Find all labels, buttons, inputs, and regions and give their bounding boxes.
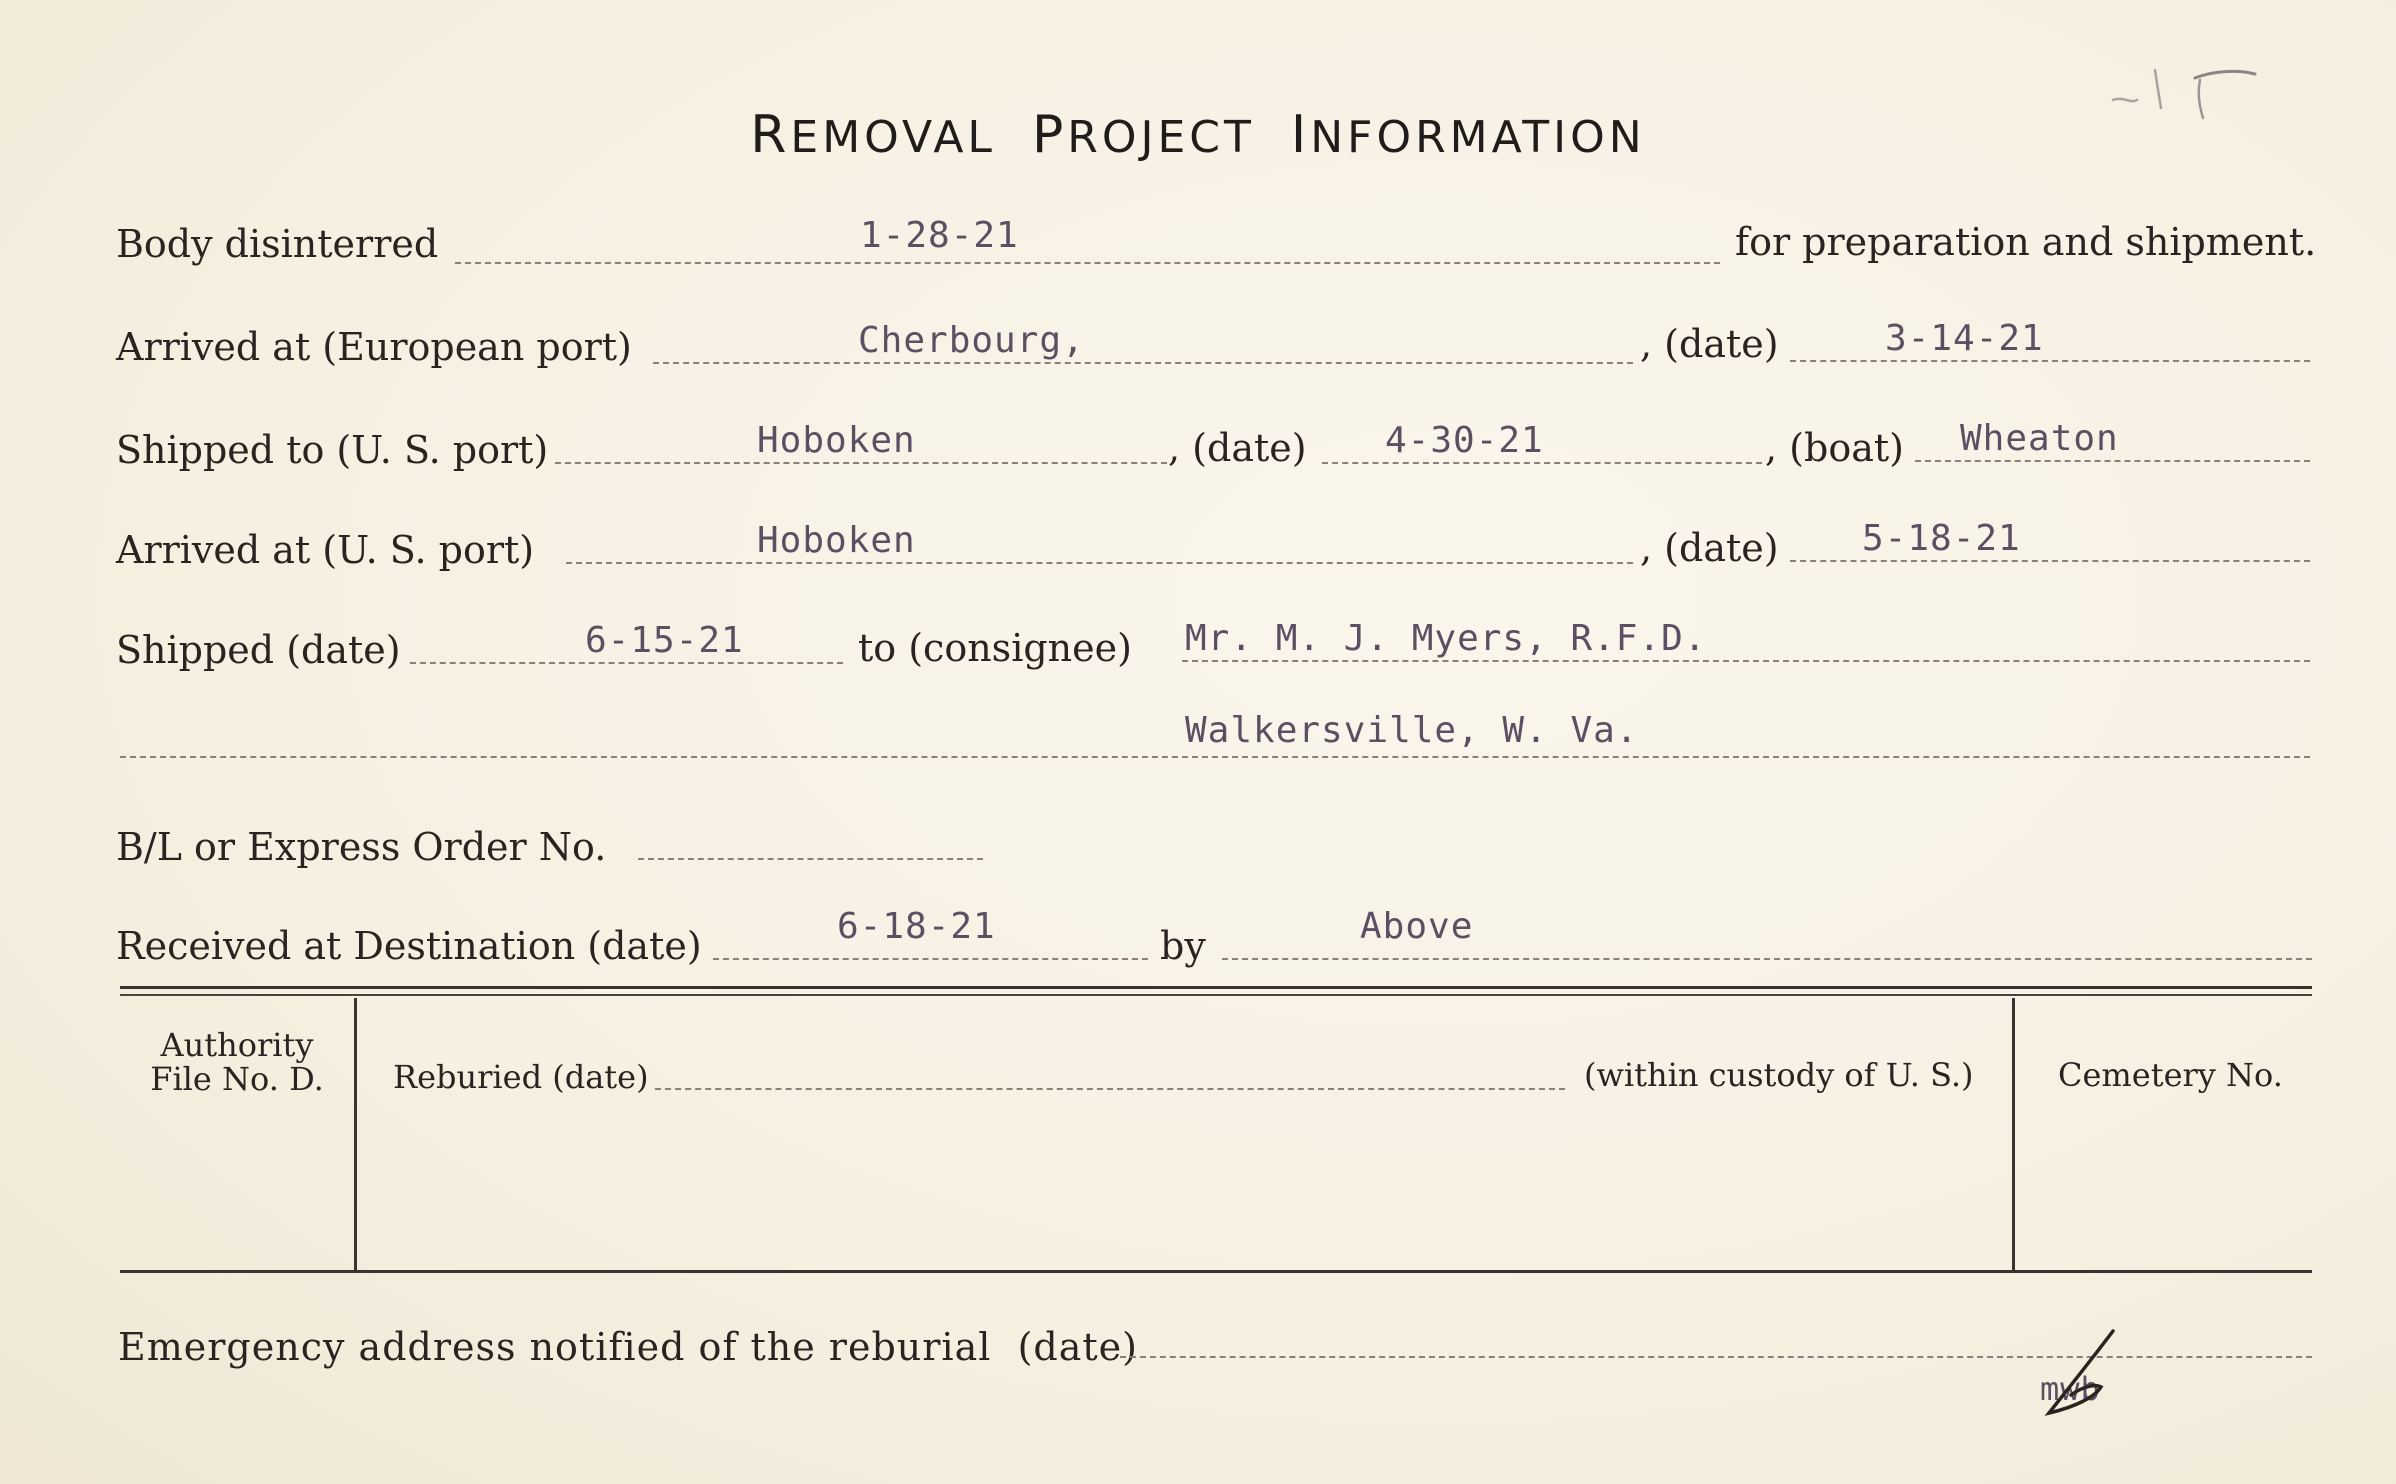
value-boat-name: Wheaton <box>1960 418 2119 459</box>
label-authority-file <box>130 1028 344 1096</box>
label-date: , (date) <box>1168 426 1307 470</box>
field-line <box>653 362 1633 364</box>
value-shipped-us-date: 4-30-21 <box>1385 420 1544 461</box>
value-received-date: 6-18-21 <box>837 906 996 947</box>
value-received-by: Above <box>1360 906 1474 947</box>
label-date-text: (date) <box>1664 526 1779 570</box>
field-line <box>1120 1356 2312 1358</box>
label-cemetery-no: Cemetery No. <box>2058 1056 2283 1094</box>
label-body-disinterred: Body disinterred <box>116 222 439 266</box>
field-line <box>1322 462 1762 464</box>
label-emergency-text: Emergency address notified of the reburial <box>118 1325 992 1369</box>
field-line <box>638 858 983 860</box>
value-arrived-us-port: Hoboken <box>757 520 916 561</box>
label-date-text: (date) <box>1192 426 1307 470</box>
label-within-custody: (within custody of U. S.) <box>1584 1056 1974 1094</box>
title-part: R <box>750 105 791 165</box>
title-part: ROJECT <box>1067 112 1255 163</box>
value-consignee-line1: Mr. M. J. Myers, R.F.D. <box>1185 618 1707 659</box>
label-bl-order: B/L or Express Order No. <box>116 825 607 869</box>
label-shipped-to-us-port: Shipped to (U. S. port) <box>116 428 549 472</box>
label-by: by <box>1160 924 1206 968</box>
value-european-port: Cherbourg, <box>858 320 1085 361</box>
field-line <box>713 958 1148 960</box>
handwritten-initial-mark <box>2035 1325 2125 1425</box>
table-top-rule-2 <box>120 994 2312 996</box>
table-divider <box>354 998 357 1270</box>
label-date-text: (date) <box>1664 322 1779 366</box>
table-divider <box>2012 998 2015 1270</box>
label-arrived-us-port: Arrived at (U. S. port) <box>116 528 535 572</box>
field-line <box>566 562 1633 564</box>
label-received-destination: Received at Destination (date) <box>116 924 702 968</box>
label-boat-text: (boat) <box>1789 426 1904 470</box>
label-emergency-address <box>118 1325 1138 1369</box>
field-line <box>120 756 2310 758</box>
table-bottom-rule <box>120 1270 2312 1273</box>
title-part: NFORMATION <box>1310 112 1646 163</box>
value-shipped-us-port: Hoboken <box>757 420 916 461</box>
label-emergency-date: (date) <box>1017 1325 1138 1369</box>
field-line <box>1790 560 2310 562</box>
title-part: P <box>1031 105 1068 165</box>
value-disinterred-date: 1-28-21 <box>860 215 1019 256</box>
label-arrived-european-port: Arrived at (European port) <box>116 325 632 369</box>
field-line <box>1222 958 2312 960</box>
label-date: , (date) <box>1640 322 1779 366</box>
label-authority: Authority <box>160 1026 314 1064</box>
label-reburied-date: Reburied (date) <box>393 1058 649 1096</box>
field-line <box>1915 460 2310 462</box>
label-to-consignee: to (consignee) <box>858 626 1132 670</box>
label-shipped-date: Shipped (date) <box>116 628 401 672</box>
value-arrived-us-date: 5-18-21 <box>1862 518 2021 559</box>
field-line <box>555 462 1167 464</box>
pencil-mark <box>2065 60 2265 130</box>
field-line <box>1182 660 2310 662</box>
label-file-no: File No. D. <box>150 1060 324 1098</box>
value-initials: mwb <box>2040 1370 2101 1408</box>
table-top-rule <box>120 986 2312 989</box>
value-consignee-line2: Walkersville, W. Va. <box>1185 710 1639 751</box>
title-part: EMOVAL <box>790 112 996 163</box>
card-title <box>0 105 2396 165</box>
field-line <box>655 1088 1565 1090</box>
label-boat: , (boat) <box>1765 426 1904 470</box>
field-line <box>1790 360 2310 362</box>
field-line <box>455 262 1720 264</box>
label-date: , (date) <box>1640 526 1779 570</box>
title-part: I <box>1290 105 1311 165</box>
value-european-arrival-date: 3-14-21 <box>1885 318 2044 359</box>
value-shipped-date: 6-15-21 <box>585 620 744 661</box>
field-line <box>410 662 843 664</box>
label-for-preparation: for preparation and shipment. <box>1735 220 2317 264</box>
